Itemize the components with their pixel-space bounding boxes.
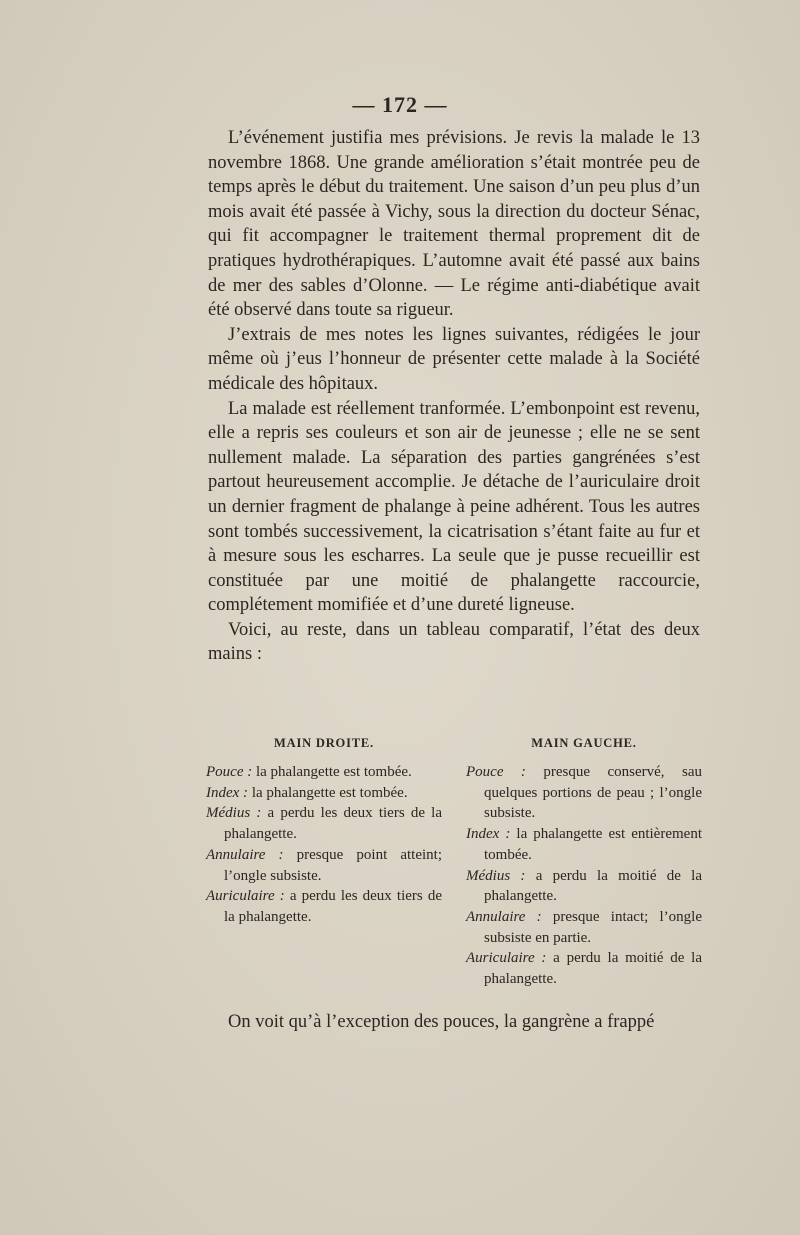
right-entry-auriculaire [206, 886, 442, 927]
left-hand-header: MAIN GAUCHE. [531, 736, 637, 750]
paragraph-3: La malade est réellement tranformée. L’embonpoint est revenu, elle a repris ses couleurs et son air de jeunesse ; elle ne se sent nullement malade. La séparation des parties gangrénées s’est partout heureusement accomplie. Je détache de l’auriculaire droit un dernier fragment de phalange à peine adhérent. Tous les autres sont tombés successivement, la cicatrisation s’étant faite au fur et à mesure sous les escharres. La seule que je pusse recueillir est constituée par une moitié de phalangette raccourcie, complétement momifiée et d’une dureté ligneuse. [208, 398, 700, 616]
entry-text: a perdu la moitié de la phalangette. [484, 950, 702, 988]
entry-text: presque conservé, sau quelques portions de peau ; l’ongle subsiste. [484, 764, 702, 822]
entry-label: Médius : [466, 867, 526, 884]
entry-text: la phalangette est tombée. [252, 764, 412, 780]
body-text [208, 126, 700, 667]
entry-label: Auriculaire : [206, 888, 285, 905]
left-entry-pouce [466, 762, 702, 824]
right-entry-pouce [206, 762, 442, 783]
right-entry-medius [206, 803, 442, 844]
left-entry-medius [466, 866, 702, 907]
entry-text: a perdu les deux tiers de la phalangette. [224, 805, 442, 843]
paragraph-2: J’extrais de mes notes les lignes suivantes, rédigées le jour même où j’eus l’honneur de présenter cette malade à la Société médicale des hôpitaux. [208, 324, 700, 394]
entry-label: Index : [206, 784, 249, 801]
right-hand-header: MAIN DROITE. [274, 736, 374, 750]
entry-label: Annulaire : [466, 908, 542, 925]
entry-label: Annulaire : [206, 846, 284, 863]
comparison-table [206, 736, 702, 990]
paragraph-4: Voici, au reste, dans un tableau comparatif, l’état des deux mains : [208, 619, 700, 665]
entry-text: la phalangette est entièrement tombée. [484, 826, 702, 863]
paragraph-1: L’événement justifia mes prévisions. Je revis la malade le 13 novembre 1868. Une grande amélioration s’était montrée peu de temps après le début du traitement. Une saison d’un peu plus d’un mois avait été passée à Vichy, sous la direction du docteur Sénac, qui fit accompagner le traitement thermal proprement dit de pratiques hydrothérapiques. L’automne avait été passé aux bains de mer des sables d’Olonne. — Le régime anti-diabétique avait été observé dans toute sa rigueur. [208, 128, 700, 321]
entry-text: presque point atteint; l’ongle subsiste. [224, 846, 442, 884]
left-entry-annulaire [466, 907, 702, 948]
entry-label: Médius : [206, 805, 262, 822]
entry-text: a perdu les deux tiers de la phalangette. [224, 888, 443, 925]
left-entry-index [466, 824, 702, 865]
left-hand-column [466, 736, 702, 990]
entry-label: Pouce : [206, 764, 253, 780]
page-number: — 172 — [352, 92, 448, 117]
right-entry-index [206, 783, 442, 804]
entry-label: Index : [466, 826, 511, 843]
entry-label: Auriculaire : [466, 950, 547, 967]
entry-text: la phalangette est tombée. [248, 784, 408, 801]
entry-text: a perdu la moitié de la phalangette. [484, 867, 703, 905]
right-hand-column [206, 736, 442, 990]
left-entry-auriculaire [466, 948, 702, 989]
right-entry-annulaire [206, 845, 442, 886]
entry-text: presque intact; l’ongle subsiste en partie. [484, 908, 702, 946]
entry-label: Pouce : [466, 764, 526, 780]
closing-line: On voit qu’à l’exception des pouces, la gangrène a frappé [228, 1012, 655, 1032]
